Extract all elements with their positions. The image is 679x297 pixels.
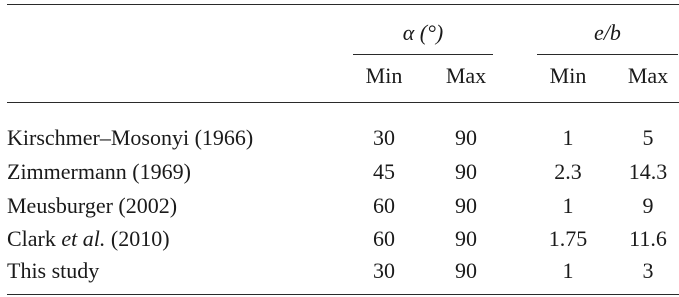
row-name [7,195,177,217]
row-name [7,127,253,149]
row-name [7,260,99,282]
row-name-text: Kirschmer–Mosonyi (1966) [7,125,254,150]
cell-eb-min: 2.3 [554,159,582,184]
header-eb [537,22,678,44]
header-alpha-text: α (°) [402,20,444,45]
cell-eb-max: 5 [642,125,654,150]
subheader-alpha-max: Max [445,63,487,88]
cell-eb-max: 9 [642,193,654,218]
header-eb-underline [537,54,678,55]
cell-alpha-min: 30 [373,125,395,150]
cell-alpha-max: 90 [455,193,477,218]
header-eb-text: e/b [594,20,621,45]
cell-eb-min: 1 [562,125,574,150]
row-name-year: (2010) [105,226,170,251]
cell-alpha-min: 60 [373,193,395,218]
cell-eb-max: 11.6 [629,226,667,251]
cell-eb-max: 14.3 [628,159,668,184]
row-name-italic: et al. [61,226,106,251]
cell-alpha-max: 90 [455,226,477,251]
table-bottom-rule [7,294,679,295]
cell-eb-min: 1 [562,258,574,283]
cell-alpha-max: 90 [455,125,477,150]
cell-eb-min: 1.75 [548,226,588,251]
row-name-text: Zimmermann (1969) [7,159,191,184]
table-header-rule [7,102,679,103]
cell-alpha-max: 90 [455,159,477,184]
row-name-text: This study [7,258,100,283]
header-alpha-underline [353,54,493,55]
subheader-alpha-min: Min [365,63,403,88]
cell-alpha-min: 60 [373,226,395,251]
row-name [7,161,191,183]
subheader-eb-max: Max [627,63,669,88]
cell-alpha-max: 90 [455,258,477,283]
cell-eb-min: 1 [562,193,574,218]
table-top-rule [7,4,679,5]
row-name [7,228,170,250]
header-alpha [353,22,493,44]
cell-alpha-min: 45 [373,159,395,184]
row-name-text: Clark [7,226,62,251]
subheader-eb-min: Min [549,63,587,88]
row-name-text: Meusburger (2002) [7,193,178,218]
cell-eb-max: 3 [642,258,654,283]
cell-alpha-min: 30 [373,258,395,283]
